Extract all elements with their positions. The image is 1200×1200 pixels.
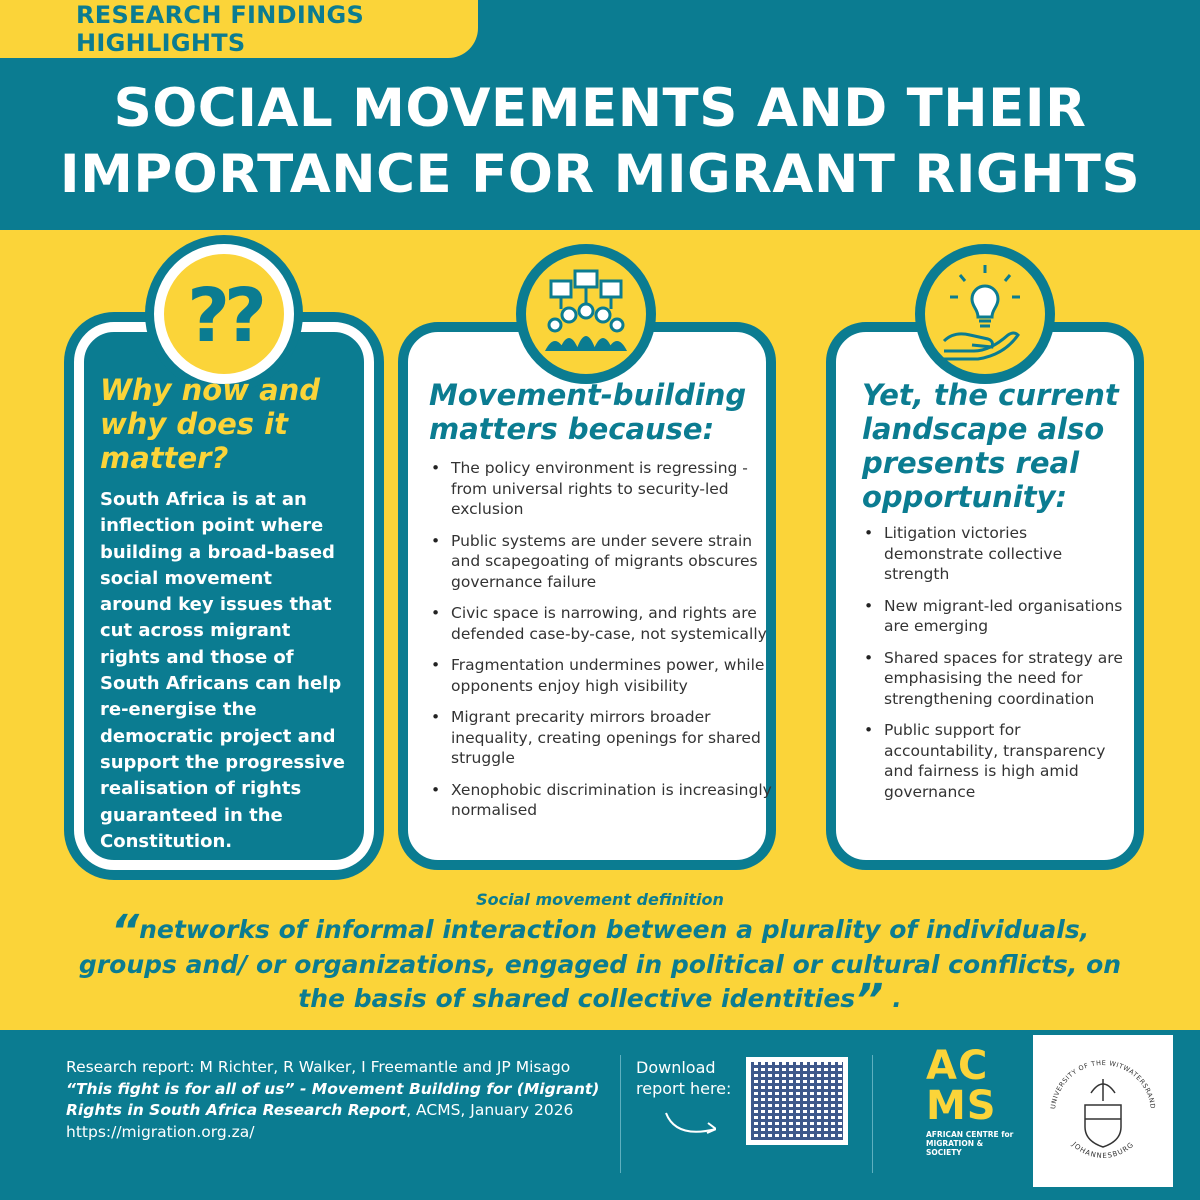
acms-logo-line-1: AC (926, 1043, 989, 1089)
definition-quote (70, 906, 1130, 1026)
card2-bullets (429, 458, 774, 832)
card1-title: Why now and why does it matter? (100, 373, 321, 475)
list-item: • Xenophobic discrimination is increasingly normalised (429, 780, 774, 821)
wits-logo-top-text: UNIVERSITY OF THE WITWATERSRAND (1049, 1058, 1157, 1110)
close-quote-mark: ” (855, 975, 884, 1026)
title-line-2: IMPORTANCE FOR MIGRANT RIGHTS (59, 144, 1141, 205)
qr-code[interactable] (746, 1057, 848, 1145)
definition-text: networks of informal interaction between a plurality of individuals, groups and/ or organizations, engaged in political or cultural conflicts, on the basis of shared collective identities (78, 915, 1122, 1013)
question-marks-text: ?? (187, 273, 261, 359)
card1-body: South Africa is at an inflection point where building a broad-based social movement around key issues that cut across migrant rights and those of South Africans can help re-energise the democratic project and support the progressive realisation of rights guaranteed in the Constitution. (100, 489, 345, 852)
acms-logo-subtitle: AFRICAN CENTRE for MIGRATION & SOCIETY (926, 1130, 1014, 1157)
list-item: • Litigation victories demonstrate collective strength (862, 523, 1124, 585)
footer-divider (872, 1055, 873, 1173)
definition-label: Social movement definition (476, 890, 724, 909)
card3-title: Yet, the current landscape also presents real opportunity: (862, 378, 1119, 514)
report-url[interactable]: https://migration.org.za/ (66, 1122, 255, 1141)
card3-bullets (862, 523, 1124, 813)
list-item: • Migrant precarity mirrors broader inequality, creating openings for shared struggle (429, 707, 774, 769)
acms-logo-line-2: MS (926, 1083, 997, 1129)
title-line-1: SOCIAL MOVEMENTS AND THEIR (113, 78, 1087, 139)
section-tag: RESEARCH FINDINGS HIGHLIGHTS (0, 0, 478, 58)
footer-divider (620, 1055, 621, 1173)
list-item: • Shared spaces for strategy are emphasising the need for strengthening coordination (862, 648, 1124, 710)
report-title: “This fight is for all of us” - Movement Building for (Migrant) Rights in South Africa Research Report (66, 1079, 600, 1119)
question-marks-icon (154, 244, 294, 384)
list-item: • Public support for accountability, transparency and fairness is high amid governance (862, 720, 1124, 802)
report-authors: Research report: M Richter, R Walker, I Freemantle and JP Misago (66, 1058, 571, 1076)
svg-text:JOHANNESBURG (1070, 1140, 1136, 1160)
download-line-1: Download (636, 1058, 716, 1077)
download-label (636, 1057, 731, 1143)
download-line-2: report here: (636, 1079, 732, 1098)
open-quote-mark: “ (110, 906, 140, 957)
qr-pattern (751, 1062, 843, 1140)
list-item: • New migrant-led organisations are emerging (862, 596, 1124, 637)
arrow-icon (636, 1103, 716, 1143)
report-publisher: , ACMS, January 2026 (406, 1101, 574, 1119)
list-item: • Public systems are under severe strain and scapegoating of migrants obscures governance failure (429, 531, 774, 593)
report-citation (66, 1079, 626, 1122)
list-item: • Fragmentation undermines power, while opponents enjoy high visibility (429, 655, 774, 696)
list-item: • The policy environment is regressing - from universal rights to security-led exclusion (429, 458, 774, 520)
protest-crowd-icon (516, 244, 656, 384)
lightbulb-hand-icon (915, 244, 1055, 384)
card2-title: Movement-building matters because: (429, 378, 747, 446)
acms-logo (926, 1043, 997, 1129)
wits-logo (1033, 1035, 1173, 1187)
definition-end: . (883, 984, 902, 1013)
report-reference (66, 1057, 626, 1143)
list-item: • Civic space is narrowing, and rights are defended case-by-case, not systemically (429, 603, 774, 644)
page-title (0, 76, 1200, 208)
wits-logo-bottom-text: JOHANNESBURG (1070, 1140, 1136, 1160)
